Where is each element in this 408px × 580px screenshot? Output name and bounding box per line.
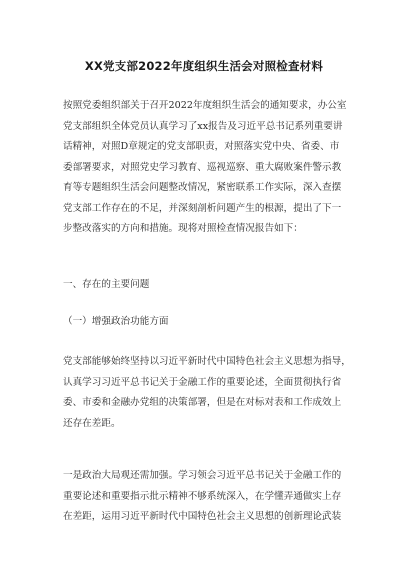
paragraph-line: 按照党委组织部关于召开2022年度组织生活会的通知要求，办公室 — [63, 100, 347, 111]
paragraph-line: 还存在差距。 — [63, 417, 121, 429]
intro-paragraph — [63, 96, 353, 240]
document-title: XX党支部2022年度组织生活会对照检查材料 — [84, 59, 324, 73]
paragraph-line: 重要论述和重要指示批示精神不够系统深入，在学懂弄通做实上存 — [63, 490, 342, 502]
paragraph-line: 党支部组织全体党员认真学习了xx报告及习近平总书记系列重要讲 — [63, 120, 343, 132]
paragraph-line: 委、市委和金融办党组的决策部署，但是在对标对表和工作成效上 — [63, 397, 342, 408]
paragraph-line: 话精神，对照D章规定的党支部职责，对照落实党中央、省委、市 — [63, 141, 340, 152]
paragraph-line: 党支部能够始终坚持以习近平新时代中国特色社会主义思想为指导， — [63, 356, 351, 367]
paragraph-line: 党支部工作存在的不足，并深刻剖析问题产生的根源，提出了下一 — [63, 202, 342, 214]
body-paragraph-1 — [63, 352, 353, 434]
section-heading: 一、存在的主要问题 — [63, 279, 150, 290]
body-paragraph-2 — [63, 466, 353, 528]
subsection-heading: （一）增强政治功能方面 — [63, 316, 169, 327]
paragraph-line: 在差距，运用习近平新时代中国特色社会主义思想的创新理论武装 — [63, 511, 342, 522]
paragraph-line: 一是政治大局观还需加强。学习领会习近平总书记关于金融工作的 — [63, 470, 342, 481]
paragraph-line: 育等专题组织生活会问题整改情况，紧密联系工作实际，深入查摆 — [63, 182, 342, 193]
paragraph-line: 认真学习习近平总书记关于金融工作的重要论述，全面贯彻执行省 — [63, 376, 342, 388]
paragraph-line: 步整改落实的方向和措施。现将对照检查情况报告如下： — [63, 223, 303, 234]
paragraph-line: 委部署要求，对照党史学习教育、巡视巡察、重大腐败案件警示教 — [63, 161, 342, 173]
